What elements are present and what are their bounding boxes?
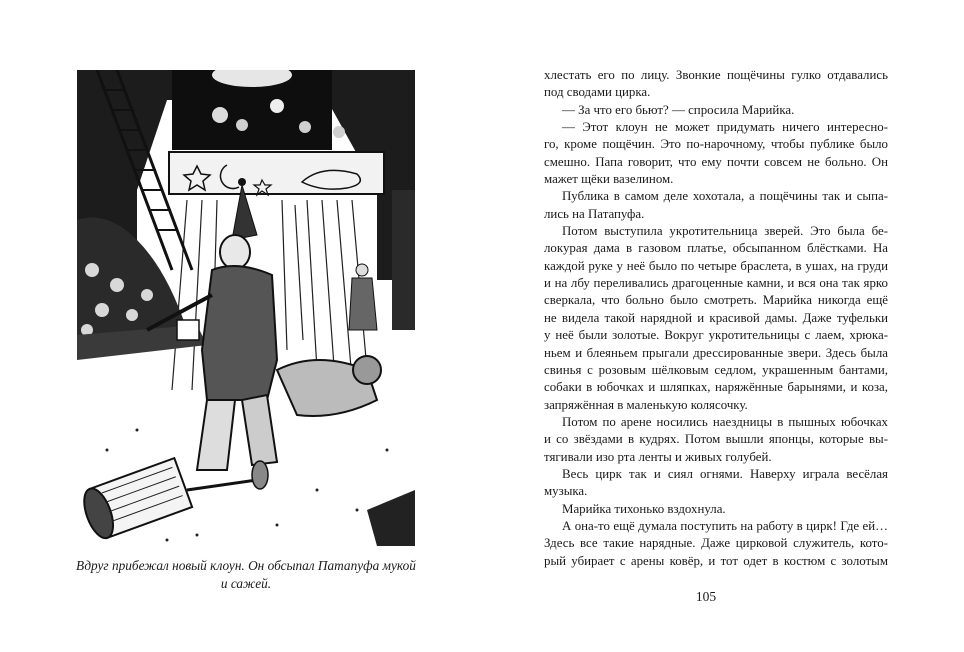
- text-line: хлестать его по лицу. Звонкие пощёчины гулко отдавались: [544, 68, 888, 82]
- text-line: локурая дама в газовом платье, обсыпанном блёстками. На: [544, 241, 888, 256]
- text-line: под сводами цирка.: [544, 85, 651, 100]
- text-line: А она-то ещё думала поступить на работу в цирк! Где ей…: [562, 518, 888, 533]
- body-text: [544, 67, 888, 570]
- text-line: рый убирает с арены ковёр, и тот одет в костюм с золотым: [544, 553, 888, 568]
- text-line: го, кроме пощёчин. Это по-нарочному, чтобы публике было: [544, 137, 888, 152]
- clown-illustration: [77, 70, 415, 546]
- text-line: ньем и блеяньем прыгали дрессированные звери. Здесь была: [544, 345, 888, 360]
- text-line: запряжённая в маленькую колясочку.: [544, 397, 748, 412]
- text-line: у неё были золотые. Вокруг укротительницы с лаем, хрюка-: [544, 328, 888, 343]
- text-line: музыка.: [544, 484, 588, 499]
- text-line: Публика в самом деле хохотала, а пощёчины так и сыпа-: [562, 189, 888, 204]
- text-line: тягивали изо рта ленты и живых голубей.: [544, 449, 772, 464]
- text-line: и со звёздами в кудрях. Потом вышли японцы, которые вы-: [544, 432, 888, 447]
- text-line: Весь цирк так и сиял огнями. Наверху играла весёлая: [562, 466, 888, 481]
- text-line: не видела такой нарядной и красивой дамы. Даже туфельки: [544, 310, 888, 325]
- caption-line-1: Вдруг прибежал новый клоун. Он обсыпал Патапуфа мукой: [76, 558, 416, 573]
- illustration-caption: [70, 557, 422, 593]
- text-line: каждой руке у неё было по четыре браслета, в ушах, на груди: [544, 258, 888, 273]
- text-line: Потом по арене носились наездницы в пышных юбочках: [562, 414, 888, 429]
- text-line: свинья с розовым шёлковым седлом, украшенным бантами,: [544, 362, 888, 377]
- text-line: сверкала, что больно было смотреть. Марийка никогда ещё: [544, 293, 888, 308]
- text-line: Потом выступила укротительница зверей. Это была бе-: [562, 224, 888, 239]
- page-number: 105: [695, 589, 717, 604]
- text-line: и на лбу переливались драгоценные камни, и вся она так ярко: [544, 276, 888, 291]
- text-line: мажет щёки вазелином.: [544, 172, 674, 187]
- text-line: Здесь все такие нарядные. Даже цирковой служитель, кото-: [544, 536, 888, 551]
- illustration-drawing: [77, 70, 415, 546]
- text-line: лись на Патапуфа.: [544, 206, 645, 221]
- text-line: собаки в юбочках и шляпках, наряжённые барынями, и коза,: [544, 380, 888, 395]
- right-page: [482, 0, 964, 652]
- caption-line-2: и сажей.: [220, 576, 272, 591]
- text-line: — За что его бьют? — спросила Марийка.: [562, 102, 795, 117]
- text-line: — Этот клоун не может придумать ничего интересно-: [562, 120, 888, 135]
- text-line: смешно. Папа говорит, что ему почти совсем не больно. Он: [544, 154, 888, 169]
- text-line: Марийка тихонько вздохнула.: [562, 501, 726, 516]
